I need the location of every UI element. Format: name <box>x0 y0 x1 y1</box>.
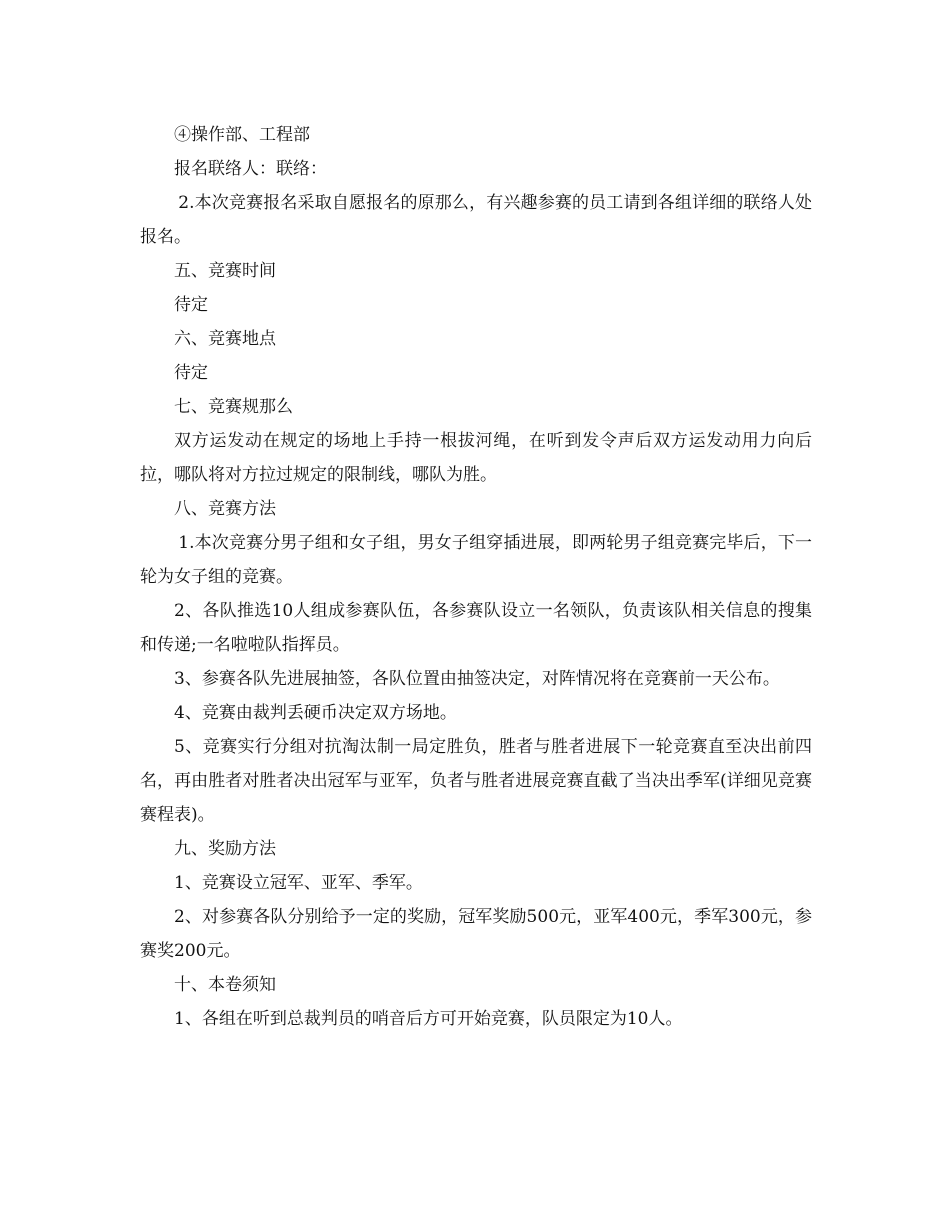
method-item-2: 2、各队推选10人组成参赛队伍，各参赛队设立一名领队，负责该队相关信息的搜集和传递;一名啦啦队指挥员。 <box>140 601 812 655</box>
method-item-5: 5、竞赛实行分组对抗淘汰制一局定胜负，胜者与胜者进展下一轮竞赛直至决出前四名，再由胜者对胜者决出冠军与亚军，负者与胜者进展竞赛直截了当决出季军(详细见竞赛赛程表)。 <box>140 737 812 825</box>
reward-item-1: 1、竞赛设立冠军、亚军、季军。 <box>174 873 423 893</box>
time-value: 待定 <box>174 295 208 315</box>
registration-note: 2.本次竞赛报名采取自愿报名的原那么，有兴趣参赛的员工请到各组详细的联络人处报名。 <box>140 193 812 247</box>
method-item-4: 4、竞赛由裁判丢硬币决定双方场地。 <box>174 703 457 723</box>
method-item-1: 1.本次竞赛分男子组和女子组，男女子组穿插进展，即两轮男子组竞赛完毕后，下一轮为女子组的竞赛。 <box>140 533 812 587</box>
contact-line: 报名联络人：联络： <box>174 159 327 179</box>
document-body <box>140 118 812 1036</box>
rules-text: 双方运发动在规定的场地上手持一根拔河绳，在听到发令声后双方运发动用力向后拉，哪队将对方拉过规定的限制线，哪队为胜。 <box>140 431 812 485</box>
section-heading-rules: 七、竞赛规那么 <box>174 397 293 417</box>
section-heading-rewards: 九、奖励方法 <box>174 839 276 859</box>
section-heading-notes: 十、本卷须知 <box>174 975 276 995</box>
notes-item-1: 1、各组在听到总裁判员的哨音后方可开始竞赛，队员限定为10人。 <box>174 1009 683 1029</box>
reward-item-2: 2、对参赛各队分别给予一定的奖励，冠军奖励500元，亚军400元，季军300元，参赛奖200元。 <box>140 907 812 961</box>
section-heading-time: 五、竞赛时间 <box>174 261 276 281</box>
location-value: 待定 <box>174 363 208 383</box>
section-heading-location: 六、竞赛地点 <box>174 329 276 349</box>
method-item-3: 3、参赛各队先进展抽签，各队位置由抽签决定，对阵情况将在竞赛前一天公布。 <box>174 669 780 689</box>
dept-line: ④操作部、工程部 <box>174 125 310 145</box>
section-heading-method: 八、竞赛方法 <box>174 499 276 519</box>
